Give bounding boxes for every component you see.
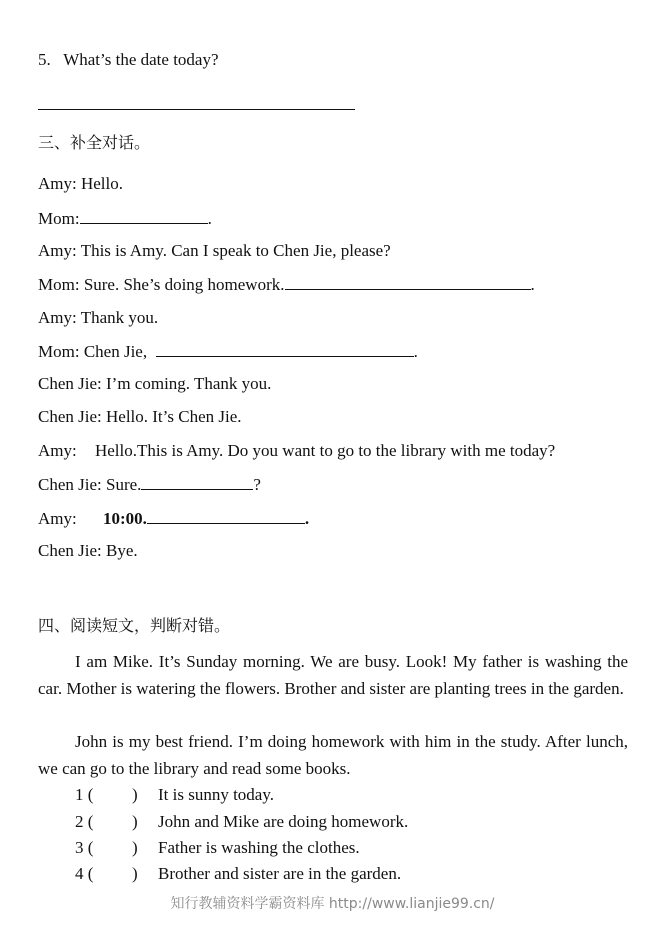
dialogue-line bbox=[38, 407, 242, 427]
line-text: Bye. bbox=[106, 541, 138, 560]
dialogue-line bbox=[38, 308, 158, 328]
fill-blank[interactable] bbox=[141, 474, 253, 490]
dialogue-line bbox=[38, 274, 535, 295]
item-text: It is sunny today. bbox=[158, 785, 275, 804]
speaker: Amy: bbox=[38, 174, 77, 193]
dialogue-line bbox=[38, 241, 391, 261]
line-text: Hello.This is Amy. Do you want to go to the library with me today? bbox=[94, 441, 556, 460]
section-3-title: 三、补全对话。 bbox=[38, 133, 151, 152]
speaker: Mom: bbox=[38, 275, 80, 294]
speaker: Amy: bbox=[38, 509, 77, 528]
item-text: Father is washing the clothes. bbox=[158, 838, 360, 857]
line-text: I’m coming. Thank you. bbox=[106, 374, 272, 393]
speaker: Chen Jie: bbox=[38, 541, 102, 560]
line-text: Sure. She’s doing homework. bbox=[83, 275, 285, 294]
line-text: . bbox=[207, 209, 212, 228]
line-text: Hello. bbox=[80, 174, 124, 193]
dialogue-line bbox=[38, 374, 271, 394]
question-5 bbox=[38, 50, 219, 70]
footer-watermark: 知行教辅资料学霸资料库 http://www.lianjie99.cn/ bbox=[170, 896, 495, 912]
dialogue-line bbox=[38, 174, 123, 194]
dialogue-line bbox=[38, 208, 212, 229]
speaker: Chen Jie: bbox=[38, 407, 102, 426]
answer-line[interactable] bbox=[38, 109, 355, 110]
item-number[interactable]: 1 ( bbox=[75, 785, 94, 804]
item-text: Brother and sister are in the garden. bbox=[158, 864, 402, 883]
item-paren-close: ) bbox=[132, 785, 138, 804]
speaker: Amy: bbox=[38, 308, 77, 327]
speaker: Chen Jie: bbox=[38, 475, 102, 494]
speaker: Mom: bbox=[38, 342, 80, 361]
dialogue-line bbox=[38, 508, 309, 529]
fill-blank[interactable] bbox=[285, 274, 531, 290]
section-4-title: 四、阅读短文，判断对错。 bbox=[38, 616, 231, 635]
speaker: Mom: bbox=[38, 209, 80, 228]
line-text: Chen Jie, bbox=[83, 342, 148, 361]
line-end: . bbox=[530, 275, 535, 294]
reading-paragraph: John is my best friend. I’m doing homework with him in the study. After lunch, we can go to the library and read some books. bbox=[38, 732, 628, 778]
item-number[interactable]: 3 ( bbox=[75, 838, 94, 857]
fill-blank[interactable] bbox=[156, 341, 414, 357]
item-number[interactable]: 2 ( bbox=[75, 812, 94, 831]
line-end: . bbox=[304, 509, 310, 528]
dialogue-line bbox=[38, 541, 138, 561]
fill-blank[interactable] bbox=[147, 508, 305, 524]
item-text: John and Mike are doing homework. bbox=[158, 812, 409, 831]
line-end: . bbox=[413, 342, 418, 361]
reading-paragraph: I am Mike. It’s Sunday morning. We are busy. Look! My father is washing the car. Mother is watering the flowers. Brother and sister are planting trees in the garden. bbox=[38, 652, 628, 698]
dialogue-line bbox=[38, 474, 261, 495]
line-text: Hello. It’s Chen Jie. bbox=[106, 407, 242, 426]
dialogue-line bbox=[38, 341, 418, 362]
dialogue-line bbox=[38, 441, 555, 461]
speaker: Chen Jie: bbox=[38, 374, 102, 393]
question-number: 5. bbox=[38, 50, 51, 69]
item-paren-close: ) bbox=[132, 812, 138, 831]
item-paren-close: ) bbox=[132, 838, 138, 857]
line-text: 10:00. bbox=[102, 509, 147, 528]
line-text: This is Amy. Can I speak to Chen Jie, please? bbox=[80, 241, 391, 260]
question-text: What’s the date today? bbox=[63, 50, 219, 69]
fill-blank[interactable] bbox=[80, 208, 208, 224]
line-end: ? bbox=[253, 475, 261, 494]
item-paren-close: ) bbox=[132, 864, 138, 883]
line-text: Thank you. bbox=[80, 308, 159, 327]
speaker: Amy: bbox=[38, 441, 77, 460]
item-number[interactable]: 4 ( bbox=[75, 864, 94, 883]
line-text: Sure. bbox=[106, 475, 142, 494]
speaker: Amy: bbox=[38, 241, 77, 260]
